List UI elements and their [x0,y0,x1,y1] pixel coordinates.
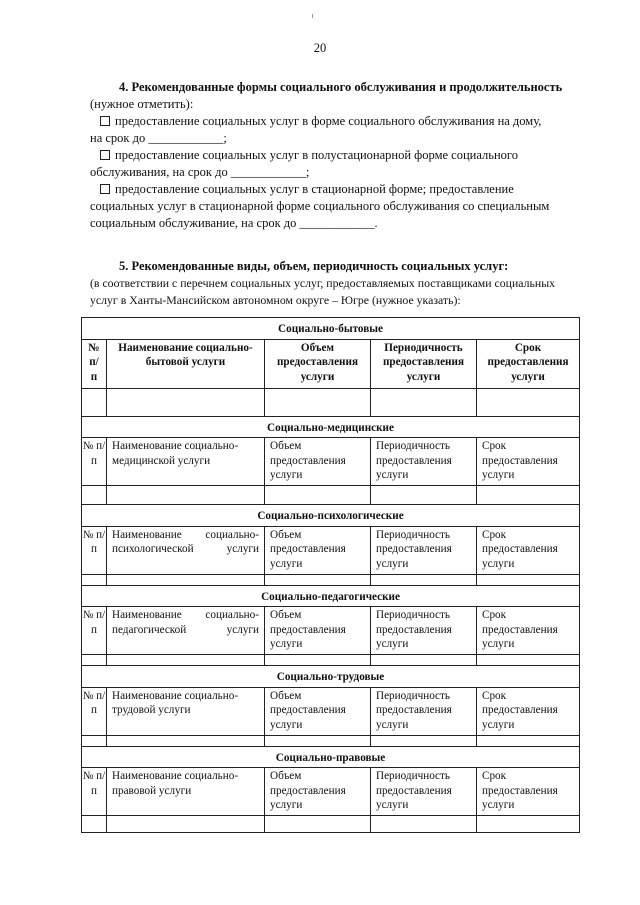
col-volume: Объем предоставления услуги [265,526,371,574]
cell[interactable] [265,486,371,505]
col-period: Периодичность предоставления услуги [371,339,477,388]
col-num: № п/п [82,768,107,816]
section-row-pedagogical [82,585,580,607]
section-4-heading: 4. Рекомендованные формы социального обслуживания и продолжительность [119,80,563,94]
header-row-psychological [82,526,580,574]
option-semi-line2: обслуживания, на срок до ____________; [90,165,310,179]
section-row-medical [82,416,580,438]
option-home-line2: на срок до ____________; [90,131,227,145]
col-period: Периодичность предоставления услуги [371,768,477,816]
col-volume: Объем предоставления услуги [265,438,371,486]
cell[interactable] [477,655,580,666]
section-title-medical: Социально-медицинские [82,416,580,438]
section-title-pedagogical: Социально-педагогические [82,585,580,607]
col-term: Срок предоставления услуги [477,607,580,655]
entry-row-pedagogical[interactable] [82,655,580,666]
col-name: Наименование социально-медицинской услуги [107,438,265,486]
cell[interactable] [265,574,371,585]
cell[interactable] [82,388,107,416]
cell[interactable] [477,388,580,416]
cell[interactable] [107,655,265,666]
section-row-labor [82,666,580,688]
col-term: Срок предоставления услуги [477,768,580,816]
cell[interactable] [371,486,477,505]
col-term: Срок предоставления услуги [477,687,580,735]
cell[interactable] [265,655,371,666]
col-volume: Объем предоставления услуги [265,339,371,388]
section-title-legal: Социально-правовые [82,746,580,768]
cell[interactable] [107,574,265,585]
col-name: Наименование социально-бытовой услуги [107,339,265,388]
header-row-legal [82,768,580,816]
option-semi-stationary[interactable] [90,147,578,164]
cell[interactable] [371,655,477,666]
col-term: Срок предоставления услуги [477,526,580,574]
section-5-note-line2: услуг в Ханты-Мансийском автономном округе – Югре (нужное указать): [90,293,461,307]
page-number: 20 [313,41,327,55]
cell[interactable] [477,486,580,505]
entry-row-legal[interactable] [82,816,580,833]
section-title-labor: Социально-трудовые [82,666,580,688]
entry-row-labor[interactable] [82,735,580,746]
col-period: Периодичность предоставления услуги [371,526,477,574]
section-row-legal [82,746,580,768]
cell[interactable] [82,735,107,746]
checkbox-semi-stationary[interactable] [100,150,110,160]
col-num: № п/п [82,687,107,735]
header-row-pedagogical [82,607,580,655]
col-num: № п/п [82,339,107,388]
header-row-medical [82,438,580,486]
cell[interactable] [371,735,477,746]
section-title-psychological: Социально-психологические [82,505,580,527]
col-volume: Объем предоставления услуги [265,607,371,655]
section-5-heading: 5. Рекомендованные виды, объем, периодичность социальных услуг: [119,259,509,273]
option-stationary-line1: предоставление социальных услуг в стационарной форме; предоставление [115,182,514,196]
cell[interactable] [82,574,107,585]
header-row-household [82,339,580,388]
col-name: Наименование социально-педагогической услуги [107,607,265,655]
section-4-note: (нужное отметить): [90,97,194,111]
document-body [90,79,578,309]
col-period: Периодичность предоставления услуги [371,687,477,735]
cell[interactable] [107,388,265,416]
option-stationary-line3: социальным обслуживание, на срок до ____________. [90,216,378,230]
col-name: Наименование социально-правовой услуги [107,768,265,816]
col-term: Срок предоставления услуги [477,339,580,388]
option-stationary-line2: социальных услуг в стационарной форме социального обслуживания со специальным [90,199,550,213]
section-row-psychological [82,505,580,527]
col-volume: Объем предоставления услуги [265,768,371,816]
cell[interactable] [107,735,265,746]
col-volume: Объем предоставления услуги [265,687,371,735]
cell[interactable] [477,816,580,833]
option-stationary[interactable] [90,181,578,198]
cell[interactable] [477,574,580,585]
col-num: № п/п [82,526,107,574]
cell[interactable] [265,735,371,746]
cell[interactable] [477,735,580,746]
cell[interactable] [371,388,477,416]
entry-row-medical[interactable] [82,486,580,505]
cell[interactable] [82,816,107,833]
cell[interactable] [107,486,265,505]
cell[interactable] [82,486,107,505]
col-period: Периодичность предоставления услуги [371,607,477,655]
col-term: Срок предоставления услуги [477,438,580,486]
option-home-line1: предоставление социальных услуг в форме социального обслуживания на дому, [115,114,542,128]
section-title-household: Социально-бытовые [82,318,580,340]
cell[interactable] [371,574,477,585]
cell[interactable] [371,816,477,833]
col-period: Периодичность предоставления услуги [371,438,477,486]
entry-row-household[interactable] [82,388,580,416]
entry-row-psychological[interactable] [82,574,580,585]
section-row-household [82,318,580,340]
col-num: № п/п [82,607,107,655]
cell[interactable] [265,388,371,416]
scan-mark [312,14,313,18]
cell[interactable] [82,655,107,666]
header-row-labor [82,687,580,735]
checkbox-home-service[interactable] [100,116,110,126]
col-name: Наименование социально-психологической услуги [107,526,265,574]
cell[interactable] [107,816,265,833]
col-name: Наименование социально-трудовой услуги [107,687,265,735]
services-table [81,317,580,833]
option-semi-line1: предоставление социальных услуг в полустационарной форме социального [115,148,518,162]
col-num: № п/п [82,438,107,486]
cell[interactable] [265,816,371,833]
checkbox-stationary[interactable] [100,184,110,194]
section-5-note-line1: (в соответствии с перечнем социальных услуг, предоставляемых поставщиками социальных [90,276,556,290]
option-home-service[interactable] [90,113,578,130]
